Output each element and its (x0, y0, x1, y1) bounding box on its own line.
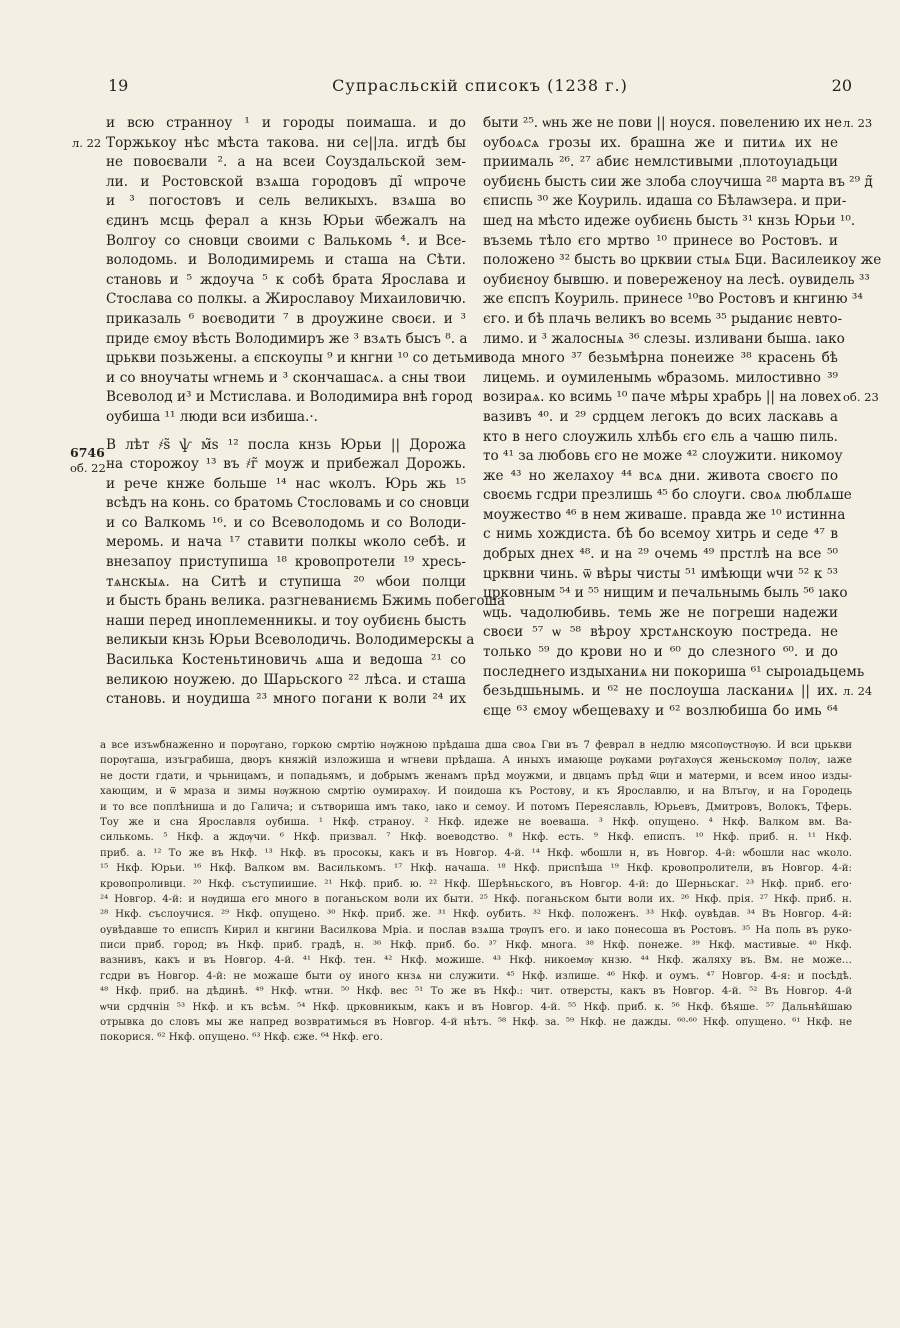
right-column-line: оубоѧсѧ грозы их. брашна же и питиѧ их не (483, 134, 838, 151)
footnotes-line: оувѣдавше то еписпъ Кирил и кнгини Василкова Мріа. и послав взѧша трѹпъ его. и ıако понесоша въ Ростовъ. ³⁵ На поль въ руко- (100, 924, 852, 936)
left-column-line: Стослава со полкы. а Жирославоу Михаиловичю. (106, 291, 466, 308)
margin-note-l23: л. 23 (843, 116, 873, 130)
running-title: Супрасльскій списокъ (1238 г.) (332, 76, 628, 95)
right-column-line: безьдшьнымь. и ⁶² не послоуша ласканиѧ || их. (483, 683, 838, 700)
right-column-line: оубиєнь бысть сии же злоба слоучиша ²⁸ марта въ ²⁹ д̃ (483, 173, 873, 190)
footnotes-line: ѡчи срдчнін ⁵³ Нкф. и къ всѣм. ⁵⁴ Нкф. црковникым, какъ и въ Новгор. 4-й. ⁵⁵ Нкф. приб. к. ⁵⁶ Нкф. бѣяше. ⁵⁷ Дальнѣйшаю (100, 1001, 852, 1013)
right-column-line: лимо. и ³ жалосныѧ ³⁶ слезы. изливани быша. ıако (483, 330, 845, 347)
right-column-line: въземь тѣло єго мртво ¹⁰ принесе во Ростовъ. и (483, 232, 838, 249)
right-column-line: положено ³² бысть во црквии стыѧ Бци. Василеикоу же (483, 252, 882, 269)
left-column-line: не повоєвали ². а на всеи Соуздальской зем- (106, 154, 466, 171)
margin-note-l24: л. 24 (843, 684, 873, 698)
right-column-line: єще ⁶³ ємоу ѡбещеваху и ⁶² возлюбиша бо имь ⁶⁴ (483, 702, 838, 719)
footnotes-line: а все изъѡбнаженно и порѹгано, горкою смртію нѹжною прѣдаша дша своѧ Гви въ 7 феврал в недлю мясопѹстнѹю. И вси црькви (100, 740, 852, 751)
right-column-line: последнего издыханиѧ ни покориша ⁶¹ сыроıадьцемь (483, 663, 865, 680)
left-column-line: и всю странноу ¹ и городы поимаша. и до (106, 115, 466, 131)
left-column-line: В лѣт ҂s̃ ѱ м̃s ¹² посла кнзь Юрьи || Дорожа (106, 436, 466, 453)
right-column-line: црквни чинь. ѿ вѣры чисты ⁵¹ имѣющи ѡчи ⁵² к ⁵³ (483, 565, 838, 582)
left-column-line: и со вноучаты ѡгнемь и ³ скончашасѧ. а сны твои (106, 369, 466, 386)
left-column-line: єдинъ мсць ферал а кнзь Юрьи ѿбежалъ на (106, 212, 466, 229)
page-number-left: 19 (108, 76, 129, 95)
right-column-line: своєи ⁵⁷ ѡ ⁵⁸ вѣроу хрстѧнскоую постреда. не (483, 624, 838, 641)
right-column-line: шед на мѣсто идеже оубиєнь бысть ³¹ кнзь Юрьи ¹⁰. (483, 212, 856, 229)
left-text-column (106, 114, 506, 710)
left-column-line: и ³ погостовъ и сель великыхъ. взѧша во (106, 193, 466, 210)
left-column-line: Торжькоу нѣс мѣста такова. ни се||ла. игдѣ бы (106, 134, 466, 151)
right-column-line: кто в него слоужиль хлѣбь єго єль а чашю пиль. (483, 428, 838, 445)
footnotes-line: силькомь. ⁵ Нкф. а ждѹчи. ⁶ Нкф. призвал. ⁷ Нкф. воеводство. ⁸ Нкф. есть. ⁹ Нкф. еписпъ. ¹⁰ Нкф. приб. н. ¹¹ Нкф. (100, 832, 852, 844)
footnotes-line: ¹⁵ Нкф. Юрьи. ¹⁶ Нкф. Валком вм. Василькомъ. ¹⁷ Нкф. начаша. ¹⁸ Нкф. приспѣша ¹⁹ Нкф. кровопролители, въ Новгор. 4-й: (100, 863, 852, 875)
margin-note-l22: л. 22 (72, 136, 102, 150)
footnotes-line: приб. а. ¹² То же въ Нкф. ¹³ Нкф. въ просокы, какъ и въ Новгор. 4-й. ¹⁴ Нкф. ѡбошли н, въ Новгор. 4-й: ѡбошли нас ѡколо. (100, 847, 852, 859)
left-column-line: володомь. и Володимиремь и сташа на Сѣти. (106, 252, 466, 269)
left-column-line: Всеволод и³ и Мстислава. и Володимира внѣ город (106, 389, 473, 406)
left-column-line: приде ємоу вѣсть Володимиръ же ³ взѧть бысъ ⁸. а (106, 330, 468, 347)
right-column-line: добрых днех ⁴⁸. и на ²⁹ очемь ⁴⁹ прстлѣ на все ⁵⁰ (483, 546, 838, 563)
footnotes-line: не дости гдати, и чрьницамъ, и попадьямъ, и добрымъ женамъ прѣд моужми, и двцамъ прѣд ѿци и матерми, и всем иноо изды- (100, 770, 852, 782)
footnotes-line: ²⁴ Новгор. 4-й: и нѹдиша его мнoгo в поганьском воли их быти. ²⁵ Нкф. поганьском быти воли их. ²⁶ Нкф. прія. ²⁷ Нкф. приб. н. (100, 893, 852, 905)
right-column-line: лицемь. и оумиленымь ѡбразомь. милостивно ³⁹ (483, 369, 838, 386)
right-column-line: приималь ²⁶. ²⁷ абиє немлстивыми ˌплотоуıадьци (483, 154, 838, 171)
left-column-line: на сторожоу ¹³ въ ҂г̃ моуж и прибежал Дорожь. (106, 456, 466, 473)
footnotes-line: ⁴⁸ Нкф. приб. на дѣдинѣ. ⁴⁹ Нкф. ѡтни. ⁵⁰ Нкф. вес ⁵¹ То же въ Нкф.: чит. отверсты, какъ въ Новгор. 4-й. ⁵² Въ Новгор. 4-й (100, 986, 852, 998)
left-column-line: наши перед иноплеменникы. и тоу оубиєнь бысть (106, 612, 467, 629)
page-number-right: 20 (831, 76, 852, 95)
left-column-line: великою ноужею. до Шарьского ²² лѣса. и сташа (106, 671, 466, 688)
left-column-line: внезапоу приступиша ¹⁸ кровопротели ¹⁹ хресь- (106, 554, 466, 571)
right-column-line: єписпь ³⁰ же Коуриль. идаша со Бѣлаѡзера. и при- (483, 193, 847, 210)
right-column-line: црковным ⁵⁴ и ⁵⁵ нищим и печальнымь быль ⁵⁶ ıако (483, 585, 848, 602)
left-column-line: Волгоу со сновци своими с Валькомь ⁴. и Все- (106, 232, 466, 249)
left-column-line: Василька Костеньтиновичь ѧша и ведоша ²¹ со (106, 652, 466, 669)
right-column-line: ѡць. чадолюбивь. темь же не погреши надежи (483, 604, 838, 621)
left-column-line: становь и ⁵ ждоуча ⁵ к собѣ брата Ярослава и (106, 271, 466, 288)
footnotes-line: отрывка до словъ мы же напред возвратимься въ Новгор. 4-й нѣтъ. ⁵⁸ Нкф. за. ⁵⁹ Нкф. не дажды. ⁶⁰·⁶⁰ Нкф. опущено. ⁶¹ Нкф. не (100, 1017, 852, 1029)
margin-note-ob22: об. 22 (70, 461, 106, 475)
left-column-line: оубиша ¹¹ люди вси избиша.·. (106, 408, 319, 425)
right-column-line: вода много ³⁷ безьмѣрна понеиже ³⁸ красень бѣ (483, 350, 838, 367)
left-column-line: приказаль ⁶ воєводити ⁷ в дроужине своєи. и ³ (106, 310, 466, 327)
margin-note-ob23: об. 23 (843, 390, 879, 404)
right-column-line: только ⁵⁹ до крови но и ⁶⁰ до слезного ⁶⁰. и до (483, 644, 838, 661)
right-column-line: же ⁴³ но желахоу ⁴⁴ всѧ дни. живота своєго по (483, 467, 838, 484)
left-column-line: и бысть брань велика. разгневаниємь Бжимь побегоша (106, 593, 506, 610)
left-column-line: ли. и Ростовской взѧша городовъ ді̃ ѡпроче (106, 173, 466, 190)
footnotes-line: ²⁸ Нкф. съслоучися. ²⁹ Нкф. опущено. ³⁰ Нкф. приб. же. ³¹ Нкф. оубить. ³² Нкф. положенъ. ³³ Нкф. оувѣдав. ³⁴ Въ Новгор. 4-й: (100, 909, 852, 921)
margin-year: 6746 (70, 445, 105, 460)
left-column-line: меромь. и нача ¹⁷ ставити полкы ѡколо себѣ. и (106, 534, 466, 551)
right-column-line: возираѧ. ко всимь ¹⁰ паче мѣры храбрь || на ловех (483, 389, 841, 406)
page-header (100, 76, 860, 100)
right-column-line: то ⁴¹ за любовь єго не може ⁴² слоужити. никомоу (483, 448, 843, 465)
footnotes-line: порѹгаша, изъграбиша, дворъ княжій изложиша и ѡгневи прѣдаша. А иныхъ имающе рѹками рѹгахѹся женьскомѹ полѹ, ıаже (100, 755, 852, 767)
footnotes-line: гсдри въ Новгор. 4-й: не можаше быти оу иного кнзѧ ни служити. ⁴⁵ Нкф. излише. ⁴⁶ Нкф. и оумъ. ⁴⁷ Новгор. 4-я: и посѣдѣ. (100, 970, 852, 982)
left-column-line: становь. и ноудиша ²³ много погани к воли ²⁴ их (106, 691, 466, 708)
footnotes-block (100, 738, 852, 1046)
left-column-line: великыи кнзь Юрьи Всеволодичь. Володимерскы а (106, 632, 475, 649)
left-column-line: всѣдъ на конь. со братомь Стословамь и со сновци (106, 495, 470, 512)
footnotes-line: вазнивъ, какъ и въ Новгор. 4-й. ⁴¹ Нкф. тен. ⁴² Нкф. можише. ⁴³ Нкф. никоемѹ кнзю. ⁴⁴ Нкф. жаляху въ. Вм. не може… (100, 955, 852, 967)
right-column-line: оубиєноу бывшю. и повереженоу на лесѣ. оувидель ³³ (483, 271, 870, 288)
left-column-line: црькви позьжены. а єпскоупы ⁹ и кнгни ¹⁰ со детьми. (106, 350, 488, 367)
footnotes-line: писи приб. город; въ Нкф. приб. градѣ, н. ³⁶ Нкф. приб. бо. ³⁷ Нкф. мнoга. ³⁸ Нкф. понеже. ³⁹ Нкф. мастивые. ⁴⁰ Нкф. (100, 940, 852, 952)
footnotes-line: покорися. ⁶² Нкф. опущено. ⁶³ Нкф. єже. ⁶⁴ Нкф. его. (100, 1032, 383, 1044)
left-column-line: и со Валкомь ¹⁶. и со Всеволодомь и со Володи- (106, 514, 466, 531)
right-column-line: же єпспъ Коуриль. принесе ¹⁰во Ростовъ и кнгиню ³⁴ (483, 291, 863, 308)
left-column-line: тѧнскыѧ. на Ситѣ и ступиша ²⁰ ѡбои полци (106, 573, 466, 590)
right-column-line: своємь гсдри презлишь ⁴⁵ бо слоуги. своѧ люблѧше (483, 487, 852, 504)
footnotes-line: хающим, и ѿ мраза и зимы нѹжною смртію оумирахѹ. И поидоша къ Ростову, и къ Ярославлю, и на Влъгѹ, и на Городець (100, 786, 852, 798)
right-column-line: єго. и бѣ плачь великъ во всемь ³⁵ рыданиє невто- (483, 310, 843, 327)
right-column-line: быти ²⁵. ѡнь же не пови || ноуся. повелению их не (483, 115, 843, 131)
left-column-line: и рече кнже больше ¹⁴ нас ѡколъ. Юрь жь ¹⁵ (106, 475, 466, 492)
footnotes-line: кровопроливци. ²⁰ Нкф. съступиишие. ²¹ Нкф. приб. ю. ²² Нкф. Шерѣньского, въ Новгор. 4-й: до Шерньскаг. ²³ Нкф. приб. его· (100, 878, 852, 890)
footnotes-line: Тоу же и сна Ярославля оубиша. ¹ Нкф. страноу. ² Нкф. идеже не воеваша. ³ Нкф. опущено. ⁴ Нкф. Валком вм. Ва- (100, 816, 852, 828)
right-column-line: с нимь хождиста. бѣ бо всемоу хитрь и седе ⁴⁷ в (483, 526, 838, 543)
footnotes-line: и то все поплѣниша и до Галича; и сътвориша имъ тако, ıако и семоу. И потомъ Переяславль, Юрьевъ, Дмитровъ, Волокъ, Тферь. (100, 801, 852, 813)
right-column-line: моужество ⁴⁶ в нем живаше. правда же ¹⁰ истинна (483, 506, 846, 523)
right-column-line: вазивъ ⁴⁰. и ²⁹ срдцем легокъ до всих ласкавь а (483, 408, 838, 425)
